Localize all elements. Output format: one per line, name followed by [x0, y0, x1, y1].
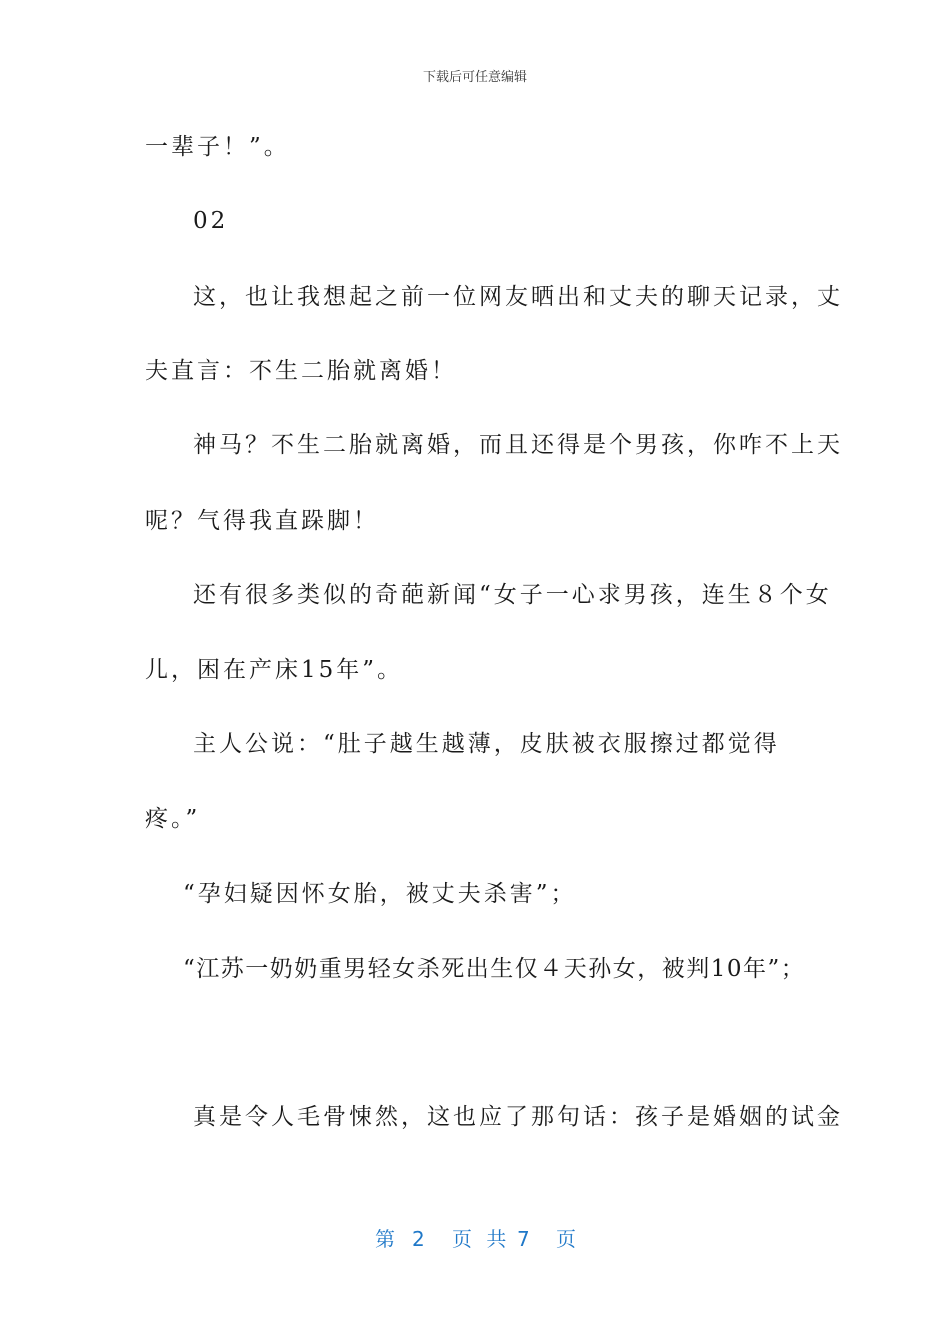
- text-line: 呢？气得我直跺脚！: [145, 508, 379, 534]
- text-line: 真是令人毛骨悚然，这也应了那句话：孩子是婚姻的试金: [193, 1104, 843, 1130]
- text-line: 夫直言：不生二胎就离婚！: [145, 358, 457, 384]
- footer-total-pages: 7: [517, 1227, 530, 1251]
- text-line: 一辈子！”。: [145, 134, 290, 160]
- footer-middle: 页 共: [452, 1227, 511, 1251]
- section-number: 02: [193, 208, 229, 234]
- footer-prefix: 第: [375, 1227, 395, 1251]
- footer-suffix: 页: [556, 1227, 576, 1251]
- text-line: 疼。”: [145, 806, 201, 832]
- text-line: 主人公说：“肚子越生越薄，皮肤被衣服擦过都觉得: [193, 731, 780, 757]
- page-footer: [0, 1226, 950, 1256]
- text-line: “江苏一奶奶重男轻女杀死出生仅４天孙女，被判10年”；: [183, 956, 806, 982]
- text-line: 还有很多类似的奇葩新闻“女子一心求男孩，连生８个女: [193, 582, 832, 608]
- page-header: 下载后可任意编辑: [422, 70, 527, 85]
- text-line: 这，也让我想起之前一位网友晒出和丈夫的聊天记录，丈: [193, 284, 843, 310]
- text-line: “孕妇疑因怀女胎，被丈夫杀害”；: [183, 881, 577, 907]
- text-line: 儿，困在产床15年”。: [145, 657, 404, 683]
- text-line: 神马？不生二胎就离婚，而且还得是个男孩，你咋不上天: [193, 432, 843, 458]
- footer-page-number: 2: [412, 1227, 425, 1251]
